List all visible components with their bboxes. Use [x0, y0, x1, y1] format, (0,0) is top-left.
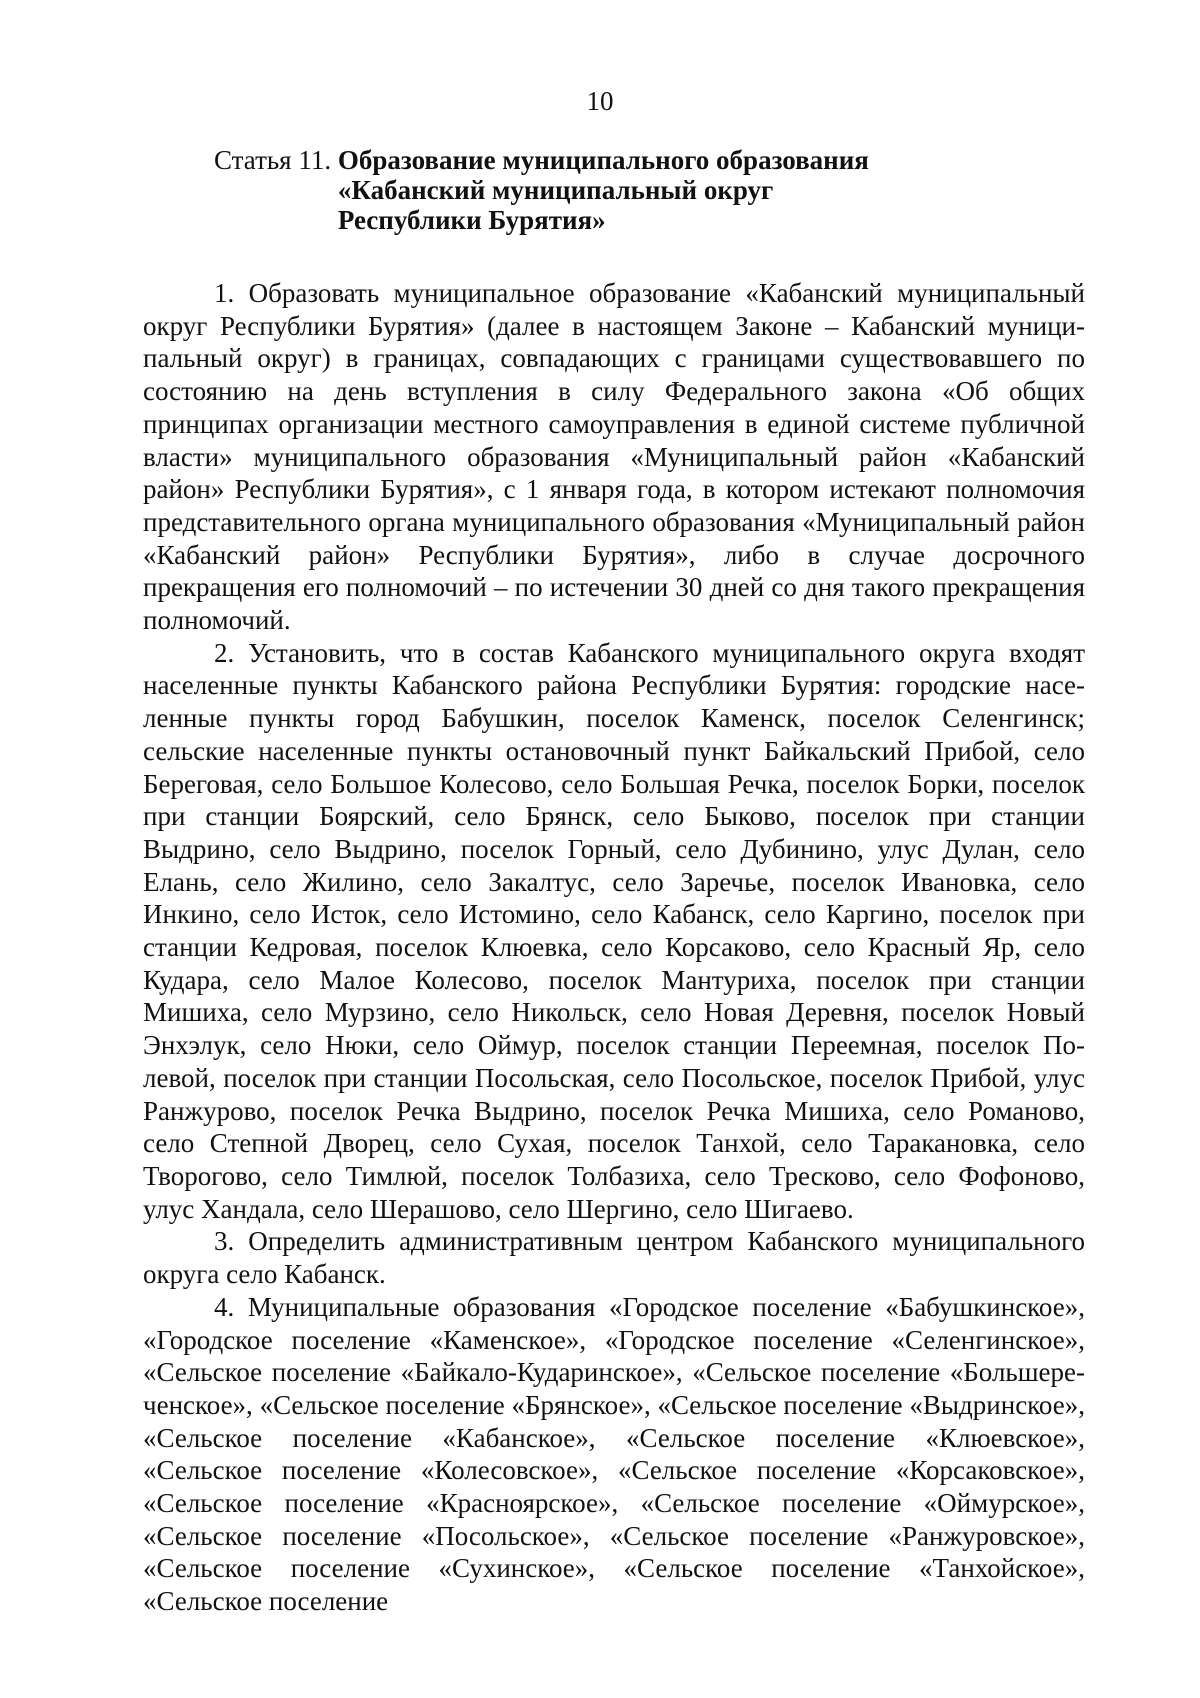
article-title-line: «Кабанский муниципальный округ	[337, 175, 774, 205]
paragraph-3: 3. Определить административным центром Кабанского муниципального округа село Кабанск.	[143, 1226, 1085, 1290]
paragraph-4: 4. Муниципальные образования «Городское поселение «Бабушкинское», «Городское поселение «Каменское», «Городское поселение «Селенгинское», «Сельское поселение «Байкало-Кударинское», «Сельское поселение «Большереченское», «Сельское поселение «Брянское», «Сельское поселение «Выдринское», «Сельское поселение «Кабанское», «Сельское поселение «Клюевское», «Сельское поселение «Колесовское», «Сельское поселение «Корсаковское», «Сельское поселение «Красноярское», «Сельское поселение «Оймурское», «Сельское поселение «Посольское», «Сельское поселение «Ранжуровское», «Сельское поселение «Сухинское», «Сельское поселение «Танхойское», «Сельское поселение	[143, 1291, 1085, 1617]
article-number: Статья 11.	[214, 145, 332, 175]
article-title	[338, 145, 869, 235]
article-body	[143, 277, 1085, 1618]
article-title-line: Образование муниципального образования	[337, 145, 869, 175]
article-title-line: Республики Бурятия»	[337, 205, 606, 235]
paragraph-1: 1. Образовать муниципальное образование «Кабанский муниципальный округ Республики Бурятия» (далее в настоящем Законе – Кабанский муниципальный округ) в границах, совпадающих с границами существовавшего по состоянию на день вступления в силу Федерального закона «Об общих принципах организации местного самоуправления в единой системе публичной власти» муниципального образования «Муниципальный район «Кабанский район» Республики Бурятия», с 1 января года, в котором истекают полномочия представительного органа муниципального образования «Муниципальный район «Кабанский район» Республики Бурятия», либо в случае досрочного прекращения его полномочий – по истечении 30 дней со дня такого прекращения полномочий.	[143, 278, 1085, 636]
article-heading	[214, 145, 1114, 235]
page-number: 10	[586, 86, 614, 116]
paragraph-2: 2. Установить, что в состав Кабанского муниципального округа входят населенные пункты Кабанского района Республики Бурятия: городские населенные пункты город Бабушкин, поселок Каменск, поселок Селенгинск; сельские населенные пункты остановочный пункт Байкальский Прибой, село Береговая, село Большое Колесово, село Большая Речка, поселок Борки, поселок при станции Боярский, село Брянск, село Быково, поселок при станции Выдрино, село Выдрино, поселок Горный, село Дубинино, улус Дулан, село Елань, село Жилино, село Закалтус, село Заречье, поселок Ивановка, село Инкино, село Исток, село Истомино, село Кабанск, село Каргино, поселок при станции Кедровая, поселок Клюевка, село Корсаково, село Красный Яр, село Кудара, село Малое Колесово, поселок Мантуриха, поселок при станции Мишиха, село Мурзино, село Никольск, село Новая Деревня, поселок Новый Энхэлук, село Нюки, село Оймур, поселок станции Переемная, поселок Полевой, поселок при станции Посольская, село Посольское, поселок Прибой, улус Ранжурово, поселок Речка Выдрино, поселок Речка Мишиха, село Романово, село Степной Дворец, село Сухая, поселок Танхой, село Таракановка, село Творогово, село Тимлюй, поселок Толбазиха, село Тресково, село Фофоново, улус Хандала, село Шерашово, село Шергино, село Шигаево.	[143, 637, 1085, 1224]
